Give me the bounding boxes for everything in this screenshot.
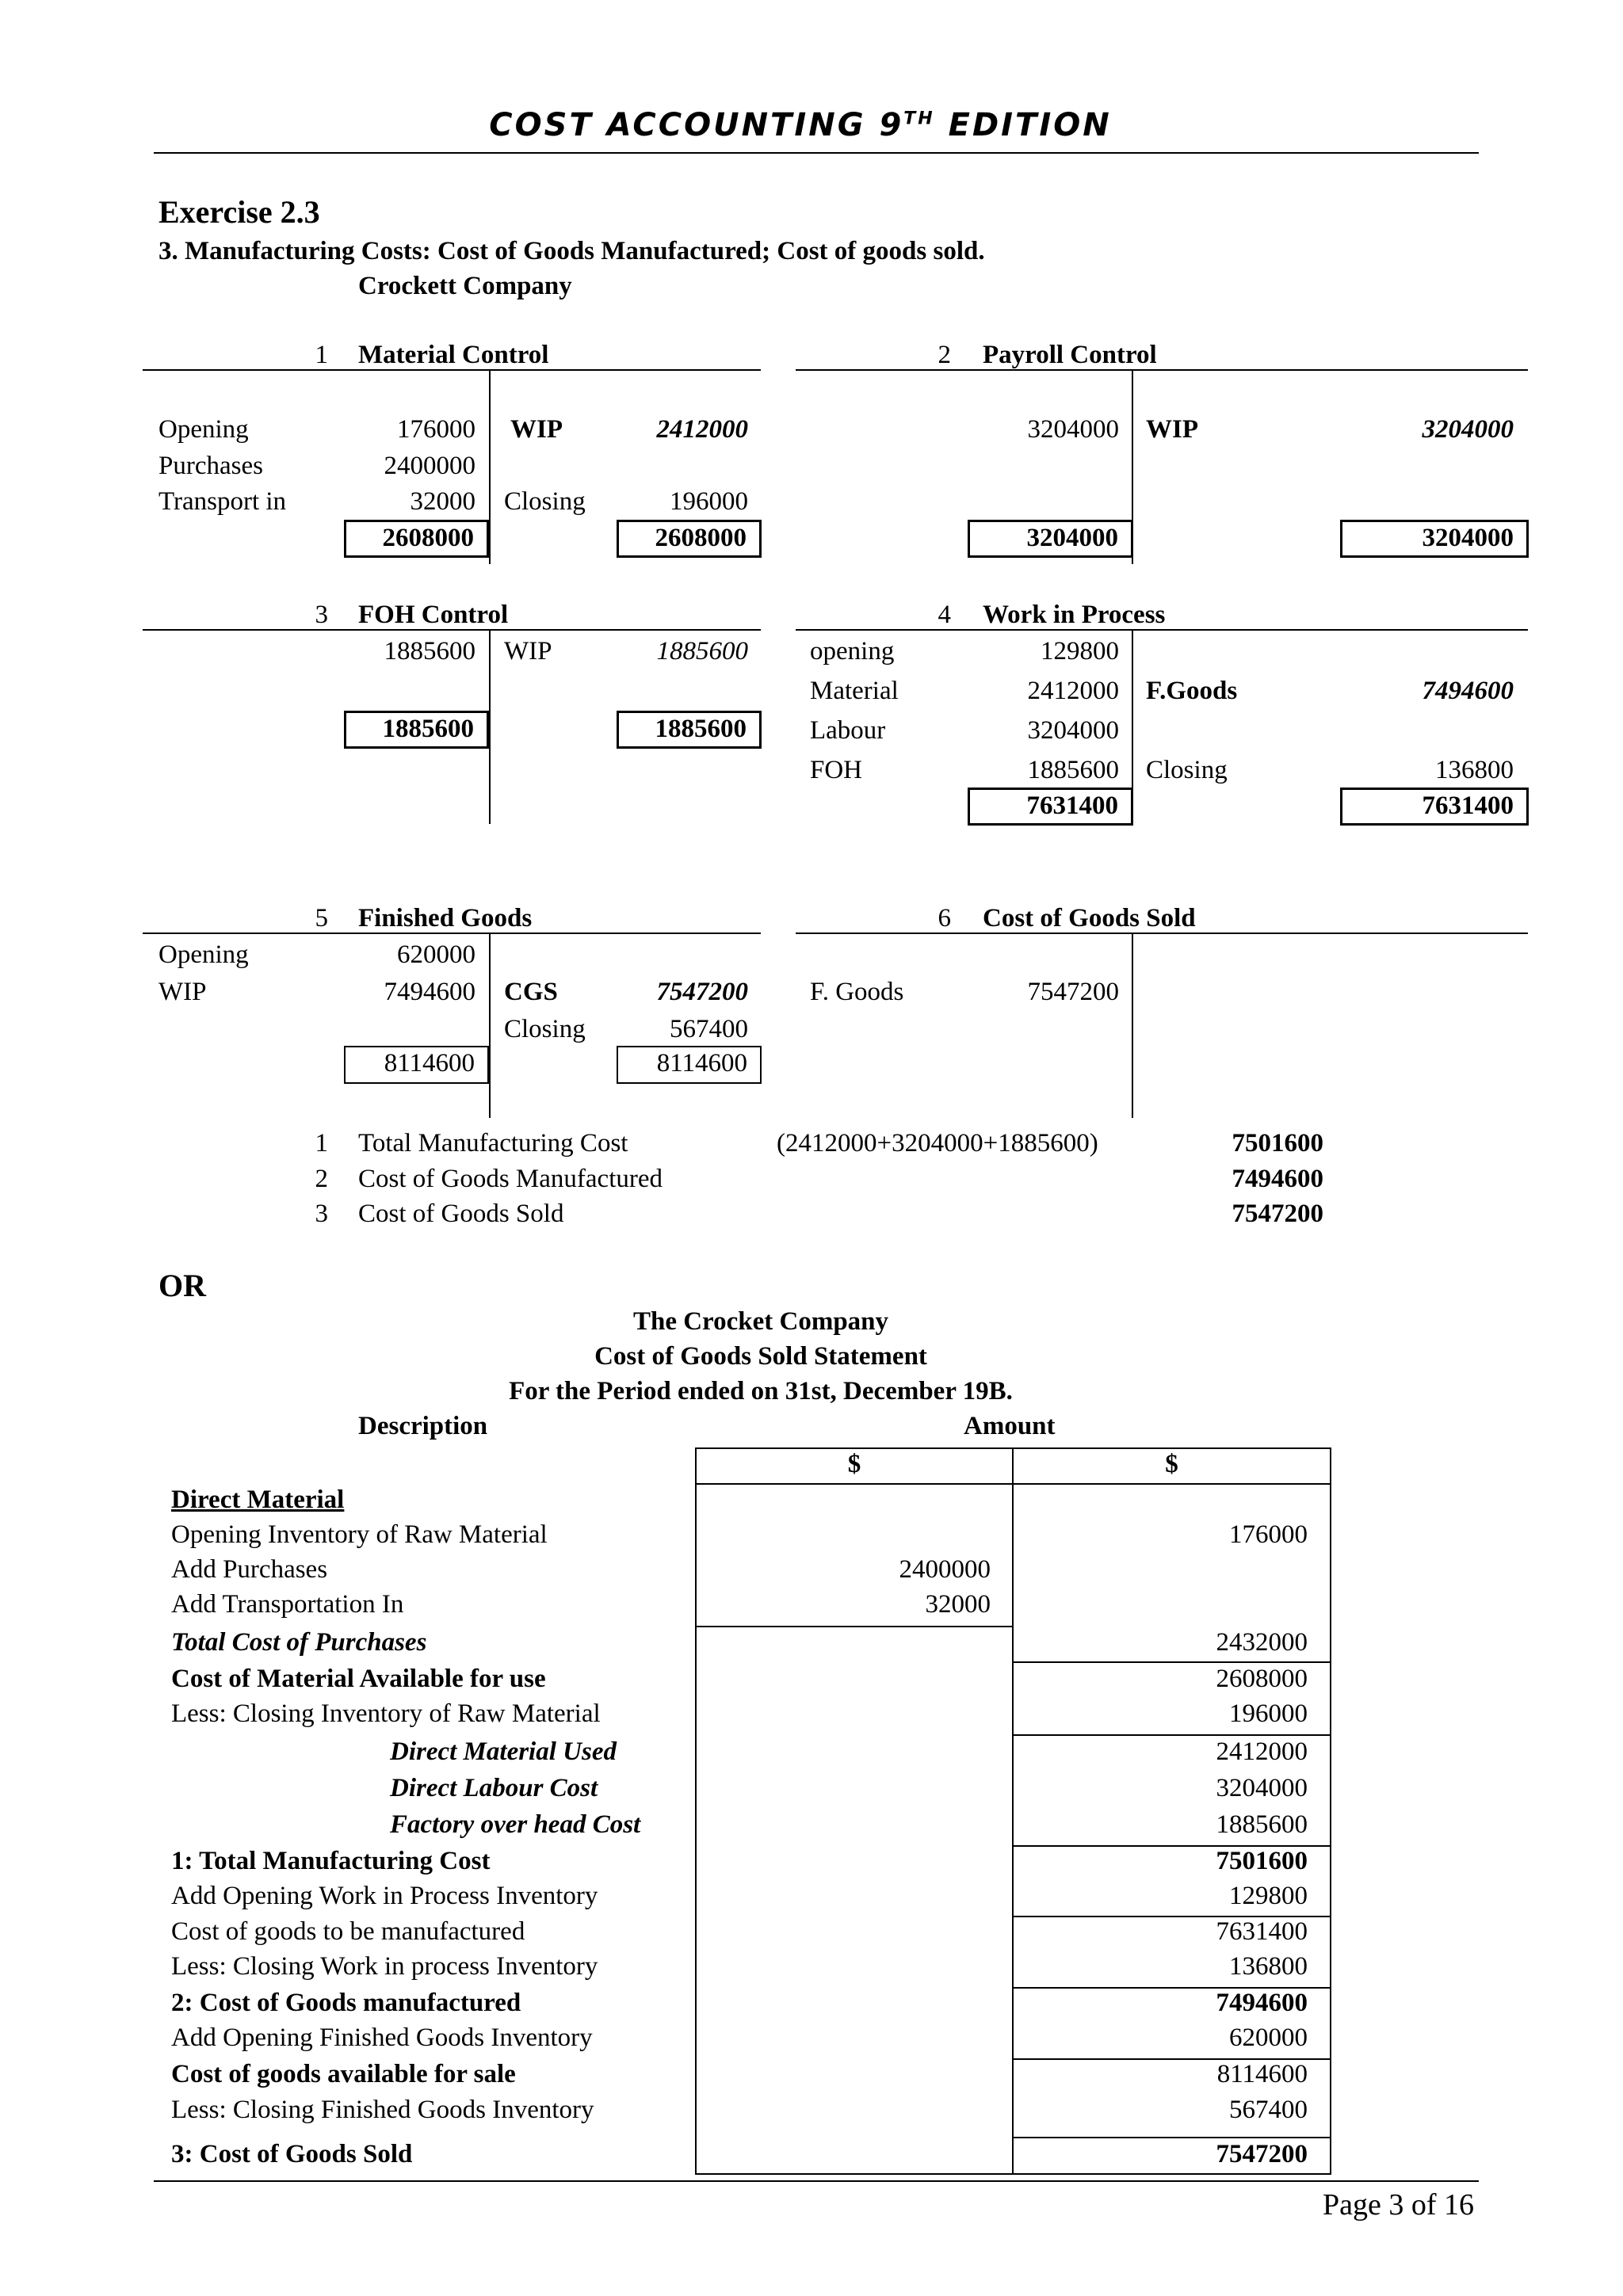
- total-dr-box: 7631400: [968, 788, 1133, 826]
- summary-label: Cost of Goods Sold: [358, 1199, 564, 1228]
- row-amount-b: 2412000: [1216, 1737, 1308, 1766]
- dr-label: Opening: [158, 415, 249, 444]
- currency-header: $: [847, 1450, 861, 1478]
- row-label: Add Opening Work in Process Inventory: [171, 1882, 598, 1910]
- t-account-top-rule: [143, 933, 761, 934]
- dr-label: FOH: [810, 756, 863, 784]
- cr-value: 7547200: [656, 978, 748, 1006]
- page-footer-rule: [154, 2180, 1479, 2182]
- summary-value: 7494600: [1232, 1165, 1323, 1193]
- row-label: Cost of goods to be manufactured: [171, 1917, 525, 1946]
- currency-row-bottom-rule: [695, 1483, 1331, 1485]
- dr-label: Material: [810, 677, 899, 705]
- cr-value: 136800: [1435, 756, 1514, 784]
- dr-value: 1885600: [1027, 756, 1119, 784]
- account-number: 5: [315, 904, 328, 933]
- col-a-left-border: [695, 1447, 697, 2175]
- row-label: Opening Inventory of Raw Material: [171, 1520, 548, 1549]
- col-a-subtotal-rule: [695, 1626, 1014, 1627]
- page-number: Page 3 of 16: [1322, 2188, 1474, 2222]
- col-description-header: Description: [358, 1412, 488, 1440]
- row-label: Add Transportation In: [171, 1590, 404, 1619]
- row-label: 3: Cost of Goods Sold: [171, 2140, 413, 2168]
- dr-label: opening: [810, 637, 895, 666]
- row-label: Total Cost of Purchases: [171, 1628, 427, 1657]
- company-name: Crockett Company: [358, 272, 572, 300]
- summary-calc: (2412000+3204000+1885600): [777, 1129, 1098, 1158]
- t-account-top-rule: [143, 369, 761, 371]
- row-label: Less: Closing Inventory of Raw Material: [171, 1699, 601, 1728]
- total-cr-box: 8114600: [617, 1046, 762, 1084]
- row-amount-b: 2432000: [1216, 1628, 1308, 1657]
- summary-value: 7547200: [1232, 1199, 1323, 1228]
- account-title: Finished Goods: [358, 904, 533, 933]
- row-label: Add Purchases: [171, 1555, 328, 1584]
- dr-value: 3204000: [1027, 716, 1119, 745]
- row-label: Direct Material Used: [390, 1737, 617, 1766]
- row-amount-b: 567400: [1229, 2096, 1308, 2124]
- amount-header-top-rule: [695, 1447, 1331, 1449]
- cr-value: 7494600: [1422, 677, 1514, 705]
- t-account-top-rule: [796, 933, 1528, 934]
- cr-value: 2412000: [656, 415, 748, 444]
- row-label: Factory over head Cost: [390, 1810, 641, 1839]
- t-account-divider: [1132, 933, 1133, 1118]
- currency-header: $: [1165, 1450, 1178, 1478]
- dr-value: 32000: [410, 487, 475, 516]
- row-amount-b: 7501600: [1216, 1847, 1308, 1875]
- row-label: Less: Closing Work in process Inventory: [171, 1952, 598, 1981]
- statement-company: The Crocket Company: [632, 1307, 889, 1336]
- cr-label: Closing: [1146, 756, 1228, 784]
- dr-label: Transport in: [158, 487, 287, 516]
- t-account-divider: [489, 369, 491, 564]
- dr-value: 3204000: [1027, 415, 1119, 444]
- dr-label: F. Goods: [810, 978, 904, 1006]
- account-number: 1: [315, 341, 328, 369]
- col-b-left-border: [1012, 1447, 1014, 2175]
- account-title: Work in Process: [983, 601, 1166, 629]
- dr-value: 620000: [397, 940, 475, 969]
- total-dr-box: 2608000: [344, 520, 489, 558]
- col-b-rule: [1012, 1661, 1331, 1663]
- row-amount-b: 7631400: [1216, 1917, 1308, 1946]
- col-b-rule: [1012, 2137, 1331, 2138]
- row-amount-b: 2608000: [1216, 1665, 1308, 1693]
- dr-value: 129800: [1041, 637, 1119, 666]
- t-account-top-rule: [796, 369, 1528, 371]
- exercise-subtitle: 3. Manufacturing Costs: Cost of Goods Manufactured; Cost of goods sold.: [158, 237, 985, 265]
- account-title: FOH Control: [358, 601, 509, 629]
- row-amount-b: 176000: [1229, 1520, 1308, 1549]
- cr-value: 196000: [670, 487, 748, 516]
- col-b-right-border: [1330, 1447, 1331, 2175]
- col-amount-header: Amount: [964, 1412, 1056, 1440]
- row-amount-b: 1885600: [1216, 1810, 1308, 1839]
- cr-value: 567400: [670, 1015, 748, 1043]
- dr-value: 176000: [397, 415, 475, 444]
- row-amount-b: 8114600: [1216, 2060, 1308, 2088]
- statement-period: For the Period ended on 31st, December 19B.: [509, 1377, 1013, 1405]
- statement-title: Cost of Goods Sold Statement: [594, 1342, 927, 1371]
- total-cr-box: 2608000: [617, 520, 762, 558]
- row-label: 2: Cost of Goods manufactured: [171, 1989, 521, 2017]
- total-cr-box: 3204000: [1340, 520, 1529, 558]
- statement-bottom-rule: [695, 2173, 1331, 2175]
- total-dr-box: 8114600: [344, 1046, 489, 1084]
- cr-label: WIP: [1146, 415, 1198, 444]
- row-amount-b: 7547200: [1216, 2140, 1308, 2168]
- header-rule: [154, 152, 1479, 154]
- dr-label: Labour: [810, 716, 886, 745]
- cr-label: CGS: [504, 978, 558, 1006]
- or-label: OR: [158, 1268, 206, 1303]
- summary-num: 1: [315, 1129, 328, 1158]
- summary-num: 2: [315, 1165, 328, 1193]
- row-label: Add Opening Finished Goods Inventory: [171, 2023, 593, 2052]
- row-label: Direct Material: [171, 1486, 345, 1514]
- dr-value: 2400000: [384, 452, 475, 480]
- cr-label: Closing: [504, 487, 586, 516]
- account-number: 6: [938, 904, 951, 933]
- total-dr-box: 3204000: [968, 520, 1133, 558]
- t-account-top-rule: [143, 629, 761, 631]
- cr-label: WIP: [504, 637, 552, 666]
- cr-label: F.Goods: [1146, 677, 1238, 705]
- row-amount-b: 136800: [1229, 1952, 1308, 1981]
- dr-label: Opening: [158, 940, 249, 969]
- row-amount-b: 3204000: [1216, 1774, 1308, 1802]
- row-amount-b: 7494600: [1216, 1989, 1308, 2017]
- cr-label: WIP: [510, 415, 563, 444]
- dr-value: 2412000: [1027, 677, 1119, 705]
- total-cr-box: 1885600: [617, 711, 762, 749]
- summary-label: Cost of Goods Manufactured: [358, 1165, 663, 1193]
- account-title: Material Control: [358, 341, 549, 369]
- total-dr-box: 1885600: [344, 711, 489, 749]
- t-account-divider: [489, 933, 491, 1118]
- row-label: Cost of goods available for sale: [171, 2060, 516, 2088]
- row-amount-b: 196000: [1229, 1699, 1308, 1728]
- row-amount-a: 32000: [925, 1590, 991, 1619]
- row-amount-b: 620000: [1229, 2023, 1308, 2052]
- dr-value: 1885600: [384, 637, 475, 666]
- page-header: COST ACCOUNTING 9TH EDITION: [489, 107, 1112, 143]
- account-number: 4: [938, 601, 951, 629]
- account-number: 3: [315, 601, 328, 629]
- cr-label: Closing: [504, 1015, 586, 1043]
- row-amount-b: 129800: [1229, 1882, 1308, 1910]
- cr-value: 1885600: [656, 637, 748, 666]
- dr-value: 7547200: [1027, 978, 1119, 1006]
- dr-label: Purchases: [158, 452, 263, 480]
- account-title: Payroll Control: [983, 341, 1157, 369]
- cr-value: 3204000: [1422, 415, 1514, 444]
- dr-value: 7494600: [384, 978, 475, 1006]
- col-b-rule: [1012, 1734, 1331, 1736]
- dr-label: WIP: [158, 978, 207, 1006]
- summary-label: Total Manufacturing Cost: [358, 1129, 628, 1158]
- t-account-top-rule: [796, 629, 1528, 631]
- row-label: 1: Total Manufacturing Cost: [171, 1847, 491, 1875]
- account-title: Cost of Goods Sold: [983, 904, 1196, 933]
- row-label: Direct Labour Cost: [390, 1774, 598, 1802]
- account-number: 2: [938, 341, 951, 369]
- summary-num: 3: [315, 1199, 328, 1228]
- row-label: Cost of Material Available for use: [171, 1665, 546, 1693]
- total-cr-box: 7631400: [1340, 788, 1529, 826]
- row-amount-a: 2400000: [899, 1555, 991, 1584]
- t-account-divider: [489, 629, 491, 824]
- exercise-title: Exercise 2.3: [158, 194, 320, 230]
- summary-value: 7501600: [1232, 1129, 1323, 1158]
- row-label: Less: Closing Finished Goods Inventory: [171, 2096, 594, 2124]
